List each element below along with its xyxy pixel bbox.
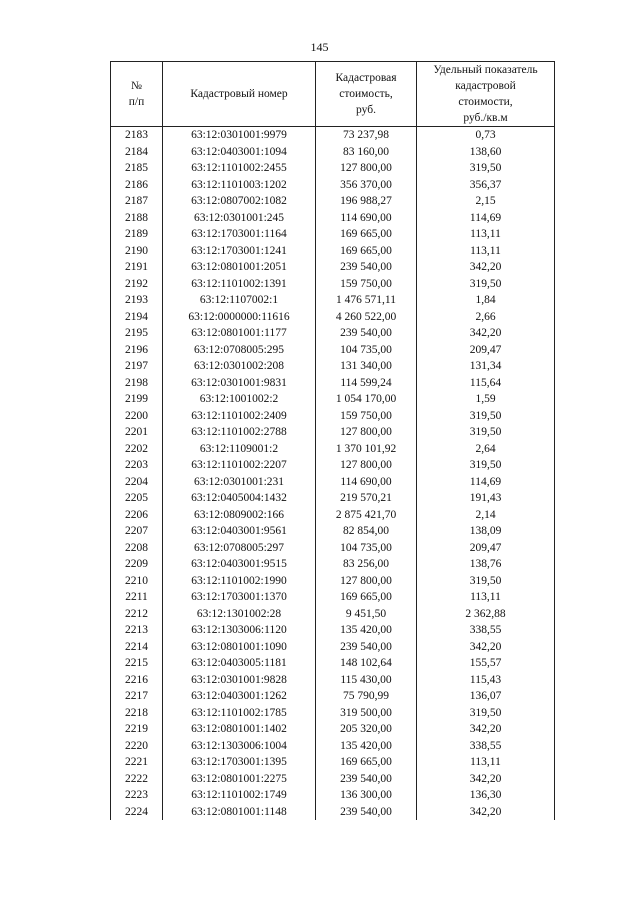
cadastral-number-cell: 63:12:0708005:295 <box>163 342 316 359</box>
cadastral-value-cell: 1 054 170,00 <box>316 391 417 408</box>
row-number-cell: 2203 <box>111 457 163 474</box>
header-index-line: кадастровой <box>455 80 516 92</box>
specific-index-cell: 319,50 <box>417 573 555 590</box>
table-row <box>111 309 555 326</box>
row-number-cell: 2193 <box>111 292 163 309</box>
row-number-cell: 2195 <box>111 325 163 342</box>
cadastral-number-cell: 63:12:1101002:2455 <box>163 160 316 177</box>
cadastral-value-cell: 104 735,00 <box>316 540 417 557</box>
specific-index-cell: 138,09 <box>417 523 555 540</box>
specific-index-cell: 342,20 <box>417 259 555 276</box>
cadastral-number-cell: 63:12:1303006:1004 <box>163 738 316 755</box>
table-body <box>111 127 555 821</box>
table-row <box>111 441 555 458</box>
specific-index-cell: 319,50 <box>417 705 555 722</box>
specific-index-cell: 2,66 <box>417 309 555 326</box>
specific-index-cell: 131,34 <box>417 358 555 375</box>
row-number-cell: 2211 <box>111 589 163 606</box>
row-number-cell: 2215 <box>111 655 163 672</box>
specific-index-cell: 342,20 <box>417 771 555 788</box>
cadastral-number-cell: 63:12:1101002:1391 <box>163 276 316 293</box>
row-number-cell: 2216 <box>111 672 163 689</box>
cadastral-value-cell: 4 260 522,00 <box>316 309 417 326</box>
table-row <box>111 589 555 606</box>
row-number-cell: 2221 <box>111 754 163 771</box>
cadastral-value-cell: 114 599,24 <box>316 375 417 392</box>
table-row <box>111 144 555 161</box>
header-num-line: п/п <box>128 96 145 108</box>
specific-index-cell: 2,14 <box>417 507 555 524</box>
specific-index-cell: 114,69 <box>417 210 555 227</box>
row-number-cell: 2198 <box>111 375 163 392</box>
header-value-line: Кадастровая <box>335 72 397 84</box>
cadastral-number-cell: 63:12:1107002:1 <box>163 292 316 309</box>
specific-index-cell: 356,37 <box>417 177 555 194</box>
table-row <box>111 606 555 623</box>
cadastral-value-cell: 219 570,21 <box>316 490 417 507</box>
table-row <box>111 325 555 342</box>
table-row <box>111 721 555 738</box>
cadastral-value-cell: 159 750,00 <box>316 276 417 293</box>
cadastral-value-cell: 196 988,27 <box>316 193 417 210</box>
row-number-cell: 2219 <box>111 721 163 738</box>
cadastral-value-cell: 127 800,00 <box>316 457 417 474</box>
specific-index-cell: 136,07 <box>417 688 555 705</box>
cadastral-value-cell: 9 451,50 <box>316 606 417 623</box>
row-number-cell: 2191 <box>111 259 163 276</box>
cadastral-value-cell: 115 430,00 <box>316 672 417 689</box>
cadastral-number-cell: 63:12:1703001:1241 <box>163 243 316 260</box>
specific-index-cell: 1,59 <box>417 391 555 408</box>
cadastral-number-cell: 63:12:0708005:297 <box>163 540 316 557</box>
cadastral-number-cell: 63:12:1101002:1990 <box>163 573 316 590</box>
table-row <box>111 556 555 573</box>
specific-index-cell: 155,57 <box>417 655 555 672</box>
cadastral-number-cell: 63:12:0301001:9831 <box>163 375 316 392</box>
cadastral-value-cell: 239 540,00 <box>316 259 417 276</box>
header-index-line: руб./кв.м <box>463 112 508 124</box>
table-row <box>111 259 555 276</box>
row-number-cell: 2207 <box>111 523 163 540</box>
cadastral-value-cell: 319 500,00 <box>316 705 417 722</box>
row-number-cell: 2222 <box>111 771 163 788</box>
row-number-cell: 2223 <box>111 787 163 804</box>
cadastral-number-cell: 63:12:0403001:1262 <box>163 688 316 705</box>
cadastral-number-cell: 63:12:1303006:1120 <box>163 622 316 639</box>
specific-index-cell: 1,84 <box>417 292 555 309</box>
cadastral-value-cell: 75 790,99 <box>316 688 417 705</box>
table-row <box>111 622 555 639</box>
row-number-cell: 2218 <box>111 705 163 722</box>
cadastral-number-cell: 63:12:1101002:2207 <box>163 457 316 474</box>
cadastral-value-cell: 127 800,00 <box>316 573 417 590</box>
specific-index-cell: 319,50 <box>417 424 555 441</box>
specific-index-cell: 2 362,88 <box>417 606 555 623</box>
table-row <box>111 160 555 177</box>
table-row <box>111 655 555 672</box>
table-row <box>111 408 555 425</box>
table-row <box>111 424 555 441</box>
cadastral-value-cell: 104 735,00 <box>316 342 417 359</box>
row-number-cell: 2194 <box>111 309 163 326</box>
specific-index-cell: 113,11 <box>417 754 555 771</box>
table-row <box>111 540 555 557</box>
specific-index-cell: 138,60 <box>417 144 555 161</box>
row-number-cell: 2199 <box>111 391 163 408</box>
cadastral-value-cell: 131 340,00 <box>316 358 417 375</box>
cadastral-value-cell: 127 800,00 <box>316 424 417 441</box>
cadastral-number-cell: 63:12:1101002:2788 <box>163 424 316 441</box>
row-number-cell: 2192 <box>111 276 163 293</box>
row-number-cell: 2212 <box>111 606 163 623</box>
table-row <box>111 226 555 243</box>
row-number-cell: 2204 <box>111 474 163 491</box>
row-number-cell: 2206 <box>111 507 163 524</box>
cadastral-number-cell: 63:12:1703001:1164 <box>163 226 316 243</box>
cadastral-number-cell: 63:12:0807002:1082 <box>163 193 316 210</box>
specific-index-cell: 319,50 <box>417 457 555 474</box>
row-number-cell: 2183 <box>111 127 163 144</box>
specific-index-cell: 209,47 <box>417 540 555 557</box>
cadastral-number-cell: 63:12:1703001:1395 <box>163 754 316 771</box>
cadastral-value-cell: 73 237,98 <box>316 127 417 144</box>
row-number-cell: 2186 <box>111 177 163 194</box>
specific-index-cell: 114,69 <box>417 474 555 491</box>
row-number-cell: 2201 <box>111 424 163 441</box>
cadastral-number-cell: 63:12:0801001:1177 <box>163 325 316 342</box>
cadastral-number-cell: 63:12:1101002:1749 <box>163 787 316 804</box>
table-row <box>111 457 555 474</box>
specific-index-cell: 319,50 <box>417 160 555 177</box>
cadastral-value-cell: 1 476 571,11 <box>316 292 417 309</box>
specific-index-cell: 113,11 <box>417 589 555 606</box>
cadastral-number-cell: 63:12:1703001:1370 <box>163 589 316 606</box>
cadastral-value-cell: 83 256,00 <box>316 556 417 573</box>
specific-index-cell: 338,55 <box>417 622 555 639</box>
cadastral-value-cell: 169 665,00 <box>316 754 417 771</box>
table-row <box>111 391 555 408</box>
cadastral-number-cell: 63:12:0301001:231 <box>163 474 316 491</box>
specific-index-cell: 136,30 <box>417 787 555 804</box>
header-specific-index <box>417 62 555 127</box>
row-number-cell: 2217 <box>111 688 163 705</box>
cadastral-number-cell: 63:12:0403001:9515 <box>163 556 316 573</box>
header-num-line: № <box>131 80 142 92</box>
cadastral-number-cell: 63:12:0801001:1148 <box>163 804 316 821</box>
cadastral-table <box>110 61 555 820</box>
cadastral-value-cell: 169 665,00 <box>316 226 417 243</box>
table-row <box>111 688 555 705</box>
table-row <box>111 804 555 821</box>
cadastral-number-cell: 63:12:1101002:1785 <box>163 705 316 722</box>
cadastral-number-cell: 63:12:1301002:28 <box>163 606 316 623</box>
row-number-cell: 2209 <box>111 556 163 573</box>
specific-index-cell: 209,47 <box>417 342 555 359</box>
cadastral-number-cell: 63:12:0403005:1181 <box>163 655 316 672</box>
table-row <box>111 507 555 524</box>
row-number-cell: 2205 <box>111 490 163 507</box>
cadastral-number-cell: 63:12:0000000:11616 <box>163 309 316 326</box>
cadastral-number-cell: 63:12:1001002:2 <box>163 391 316 408</box>
row-number-cell: 2214 <box>111 639 163 656</box>
specific-index-cell: 113,11 <box>417 243 555 260</box>
header-index-line: Удельный показатель <box>433 64 538 76</box>
cadastral-number-cell: 63:12:1101003:1202 <box>163 177 316 194</box>
row-number-cell: 2187 <box>111 193 163 210</box>
table-row <box>111 375 555 392</box>
specific-index-cell: 2,15 <box>417 193 555 210</box>
row-number-cell: 2224 <box>111 804 163 821</box>
cadastral-value-cell: 239 540,00 <box>316 804 417 821</box>
cadastral-value-cell: 135 420,00 <box>316 738 417 755</box>
table-header-row <box>111 62 555 127</box>
table-row <box>111 193 555 210</box>
specific-index-cell: 138,76 <box>417 556 555 573</box>
specific-index-cell: 342,20 <box>417 804 555 821</box>
table-row <box>111 573 555 590</box>
table-row <box>111 787 555 804</box>
specific-index-cell: 319,50 <box>417 276 555 293</box>
table-row <box>111 705 555 722</box>
cadastral-value-cell: 114 690,00 <box>316 474 417 491</box>
header-index-line: стоимости, <box>458 96 513 108</box>
table-row <box>111 738 555 755</box>
cadastral-value-cell: 239 540,00 <box>316 325 417 342</box>
table-row <box>111 754 555 771</box>
cadastral-number-cell: 63:12:0809002:166 <box>163 507 316 524</box>
row-number-cell: 2197 <box>111 358 163 375</box>
table-row <box>111 523 555 540</box>
header-value-line: руб. <box>356 104 376 116</box>
header-value-line: стоимость, <box>339 88 393 100</box>
cadastral-number-cell: 63:12:1101002:2409 <box>163 408 316 425</box>
row-number-cell: 2208 <box>111 540 163 557</box>
cadastral-number-cell: 63:12:0403001:1094 <box>163 144 316 161</box>
specific-index-cell: 113,11 <box>417 226 555 243</box>
row-number-cell: 2188 <box>111 210 163 227</box>
row-number-cell: 2210 <box>111 573 163 590</box>
cadastral-number-cell: 63:12:0301001:9828 <box>163 672 316 689</box>
header-cadastral-number: Кадастровый номер <box>163 62 316 127</box>
cadastral-value-cell: 2 875 421,70 <box>316 507 417 524</box>
row-number-cell: 2196 <box>111 342 163 359</box>
table-row <box>111 243 555 260</box>
row-number-cell: 2189 <box>111 226 163 243</box>
specific-index-cell: 115,43 <box>417 672 555 689</box>
table-row <box>111 292 555 309</box>
cadastral-number-cell: 63:12:0301001:245 <box>163 210 316 227</box>
row-number-cell: 2202 <box>111 441 163 458</box>
cadastral-value-cell: 159 750,00 <box>316 408 417 425</box>
table-row <box>111 771 555 788</box>
specific-index-cell: 191,43 <box>417 490 555 507</box>
table-row <box>111 490 555 507</box>
cadastral-value-cell: 239 540,00 <box>316 639 417 656</box>
table-row <box>111 127 555 144</box>
cadastral-number-cell: 63:12:0801001:1090 <box>163 639 316 656</box>
table-row <box>111 276 555 293</box>
cadastral-value-cell: 83 160,00 <box>316 144 417 161</box>
cadastral-value-cell: 148 102,64 <box>316 655 417 672</box>
specific-index-cell: 338,55 <box>417 738 555 755</box>
cadastral-number-cell: 63:12:0301002:208 <box>163 358 316 375</box>
cadastral-value-cell: 82 854,00 <box>316 523 417 540</box>
specific-index-cell: 342,20 <box>417 721 555 738</box>
row-number-cell: 2184 <box>111 144 163 161</box>
table-row <box>111 342 555 359</box>
row-number-cell: 2190 <box>111 243 163 260</box>
specific-index-cell: 2,64 <box>417 441 555 458</box>
table-row <box>111 639 555 656</box>
cadastral-value-cell: 356 370,00 <box>316 177 417 194</box>
cadastral-number-cell: 63:12:0403001:9561 <box>163 523 316 540</box>
row-number-cell: 2213 <box>111 622 163 639</box>
specific-index-cell: 342,20 <box>417 639 555 656</box>
row-number-cell: 2200 <box>111 408 163 425</box>
cadastral-value-cell: 169 665,00 <box>316 589 417 606</box>
page-number: 145 <box>310 40 329 54</box>
cadastral-number-cell: 63:12:0801001:2275 <box>163 771 316 788</box>
cadastral-value-cell: 239 540,00 <box>316 771 417 788</box>
cadastral-number-cell: 63:12:1109001:2 <box>163 441 316 458</box>
cadastral-value-cell: 169 665,00 <box>316 243 417 260</box>
cadastral-number-cell: 63:12:0301001:9979 <box>163 127 316 144</box>
specific-index-cell: 319,50 <box>417 408 555 425</box>
cadastral-value-cell: 135 420,00 <box>316 622 417 639</box>
table-row <box>111 474 555 491</box>
specific-index-cell: 0,73 <box>417 127 555 144</box>
header-num <box>111 62 163 127</box>
cadastral-value-cell: 114 690,00 <box>316 210 417 227</box>
specific-index-cell: 115,64 <box>417 375 555 392</box>
table-row <box>111 358 555 375</box>
row-number-cell: 2220 <box>111 738 163 755</box>
row-number-cell: 2185 <box>111 160 163 177</box>
cadastral-number-cell: 63:12:0801001:1402 <box>163 721 316 738</box>
cadastral-number-cell: 63:12:0801001:2051 <box>163 259 316 276</box>
table-row <box>111 210 555 227</box>
cadastral-number-cell: 63:12:0405004:1432 <box>163 490 316 507</box>
cadastral-value-cell: 136 300,00 <box>316 787 417 804</box>
table-row <box>111 672 555 689</box>
cadastral-value-cell: 127 800,00 <box>316 160 417 177</box>
cadastral-value-cell: 205 320,00 <box>316 721 417 738</box>
table-row <box>111 177 555 194</box>
specific-index-cell: 342,20 <box>417 325 555 342</box>
cadastral-value-cell: 1 370 101,92 <box>316 441 417 458</box>
header-cadastral-value <box>316 62 417 127</box>
